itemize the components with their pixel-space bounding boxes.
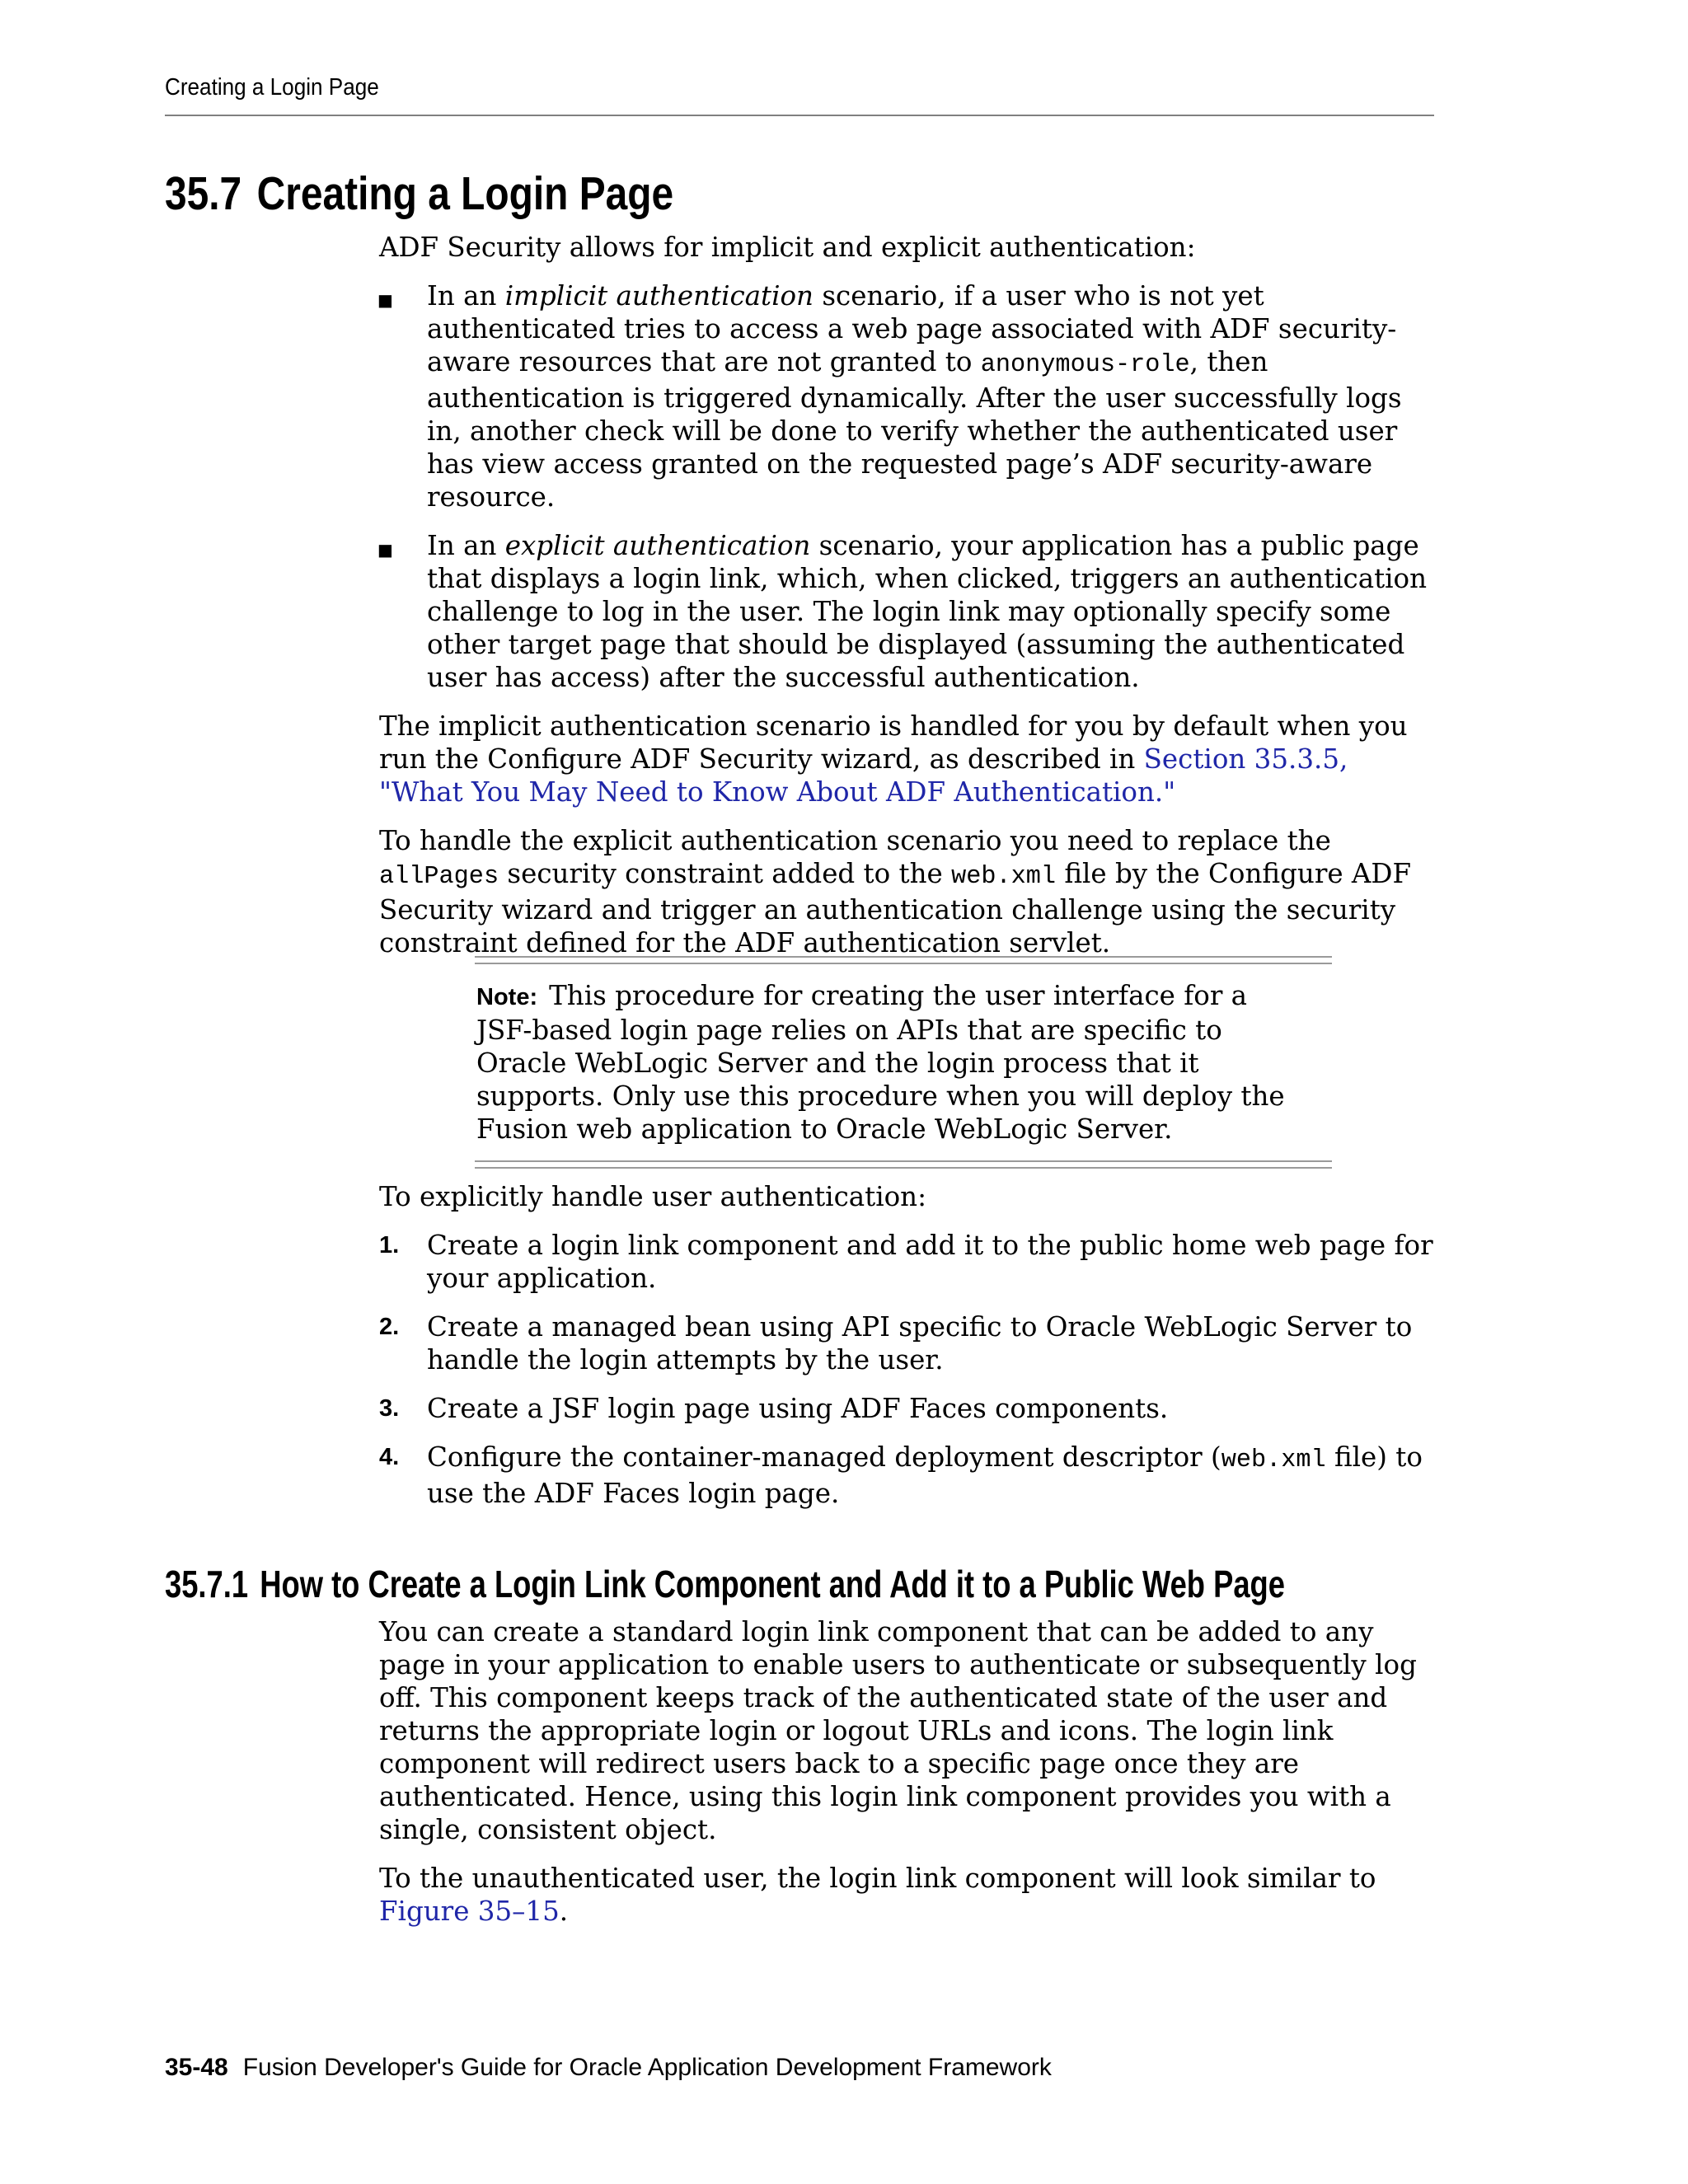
subsection-heading [165,1562,1285,1606]
term-explicit: explicit authentication [504,530,811,561]
subsection-title: How to Create a Login Link Component and Add it to a Public Web Page [260,1563,1285,1605]
steps-intro: To explicitly handle user authentication: [379,1181,927,1212]
bullet-prefix: In an [427,280,505,312]
figure-35-15-link[interactable]: Figure 35–15 [379,1896,560,1927]
paragraph-text: security constraint added to the [499,858,952,889]
running-header: Creating a Login Page [165,74,379,101]
step-number: 3. [379,1395,400,1422]
section-35-3-5-link[interactable]: Section 35.3.5, "What You May Need to Know About ADF Authentication." [379,743,1348,808]
term-implicit: implicit authentication [504,280,814,312]
bullet-square-icon: ■ [377,540,393,560]
code-anonymous-role: anonymous-role [980,351,1190,379]
step-text: file) to use the ADF Faces login page. [427,1441,1423,1509]
header-divider [165,115,1434,116]
bullet-text: , then authentication is triggered dynamically. After the user successfully logs in, another check will be done to verify whether the authenticated user has view access granted on the requested page’s ADF security-aware resource. [427,346,1402,513]
step-number: 2. [379,1314,400,1340]
bullet-square-icon: ■ [377,290,393,310]
section-number: 35.7 [165,167,242,220]
section-heading [165,166,673,221]
step-item [379,1392,1434,1425]
subsection-number: 35.7.1 [165,1563,249,1605]
note-content [475,964,1332,1160]
note-text: This procedure for creating the user interface for a JSF-based login page relies on APIs that are specific to Oracle WebLogic Server and the login process that it supports. Only use this procedure when you will deploy the Fusion web application to Oracle WebLogic Server. [476,980,1285,1145]
code-web-xml: web.xml [1221,1446,1326,1474]
section-title: Creating a Login Page [256,167,674,220]
step-number: 4. [379,1444,400,1470]
step-text: Create a managed bean using API specific to Oracle WebLogic Server to handle the login attempts by the user. [427,1311,1413,1376]
bullet-implicit [379,279,1434,513]
paragraph-text: To handle the explicit authentication scenario you need to replace the [379,825,1331,856]
code-web-xml: web.xml [951,863,1057,891]
intro-paragraph: ADF Security allows for implicit and explicit authentication: [379,232,1196,263]
bullet-explicit [379,529,1434,694]
unauthenticated-paragraph [379,1862,1434,1928]
note-box [475,956,1332,1169]
implicit-paragraph [379,710,1434,808]
auth-bullet-list [379,279,1434,694]
step-text: Create a JSF login page using ADF Faces components. [427,1393,1169,1424]
page-footer [165,2054,1052,2082]
step-item [379,1229,1434,1295]
section-intro-block [379,231,1434,959]
step-number: 1. [379,1232,400,1258]
note-label: Note: [476,984,538,1010]
paragraph-text: To the unauthenticated user, the login link component will look similar to [379,1863,1376,1894]
paragraph-text: The implicit authentication scenario is handled for you by default when you run the Configure ADF Security wizard, as described in [379,710,1408,775]
bullet-text: scenario, your application has a public page that displays a login link, which, when clicked, triggers an authentication challenge to log in the user. The login link may optionally specify some other target page that should be displayed (assuming the authenticated user has access) after the successful authentication. [427,530,1428,693]
paragraph-text: . [559,1896,569,1927]
paragraph-text: file by the Configure ADF Security wizard and trigger an authentication challenge using the security constraint defined for the ADF authentication servlet. [379,858,1412,958]
steps-list [379,1229,1434,1510]
page-number: 35-48 [165,2054,228,2081]
subsection-block [379,1615,1434,1928]
book-title: Fusion Developer's Guide for Oracle Application Development Framework [242,2054,1052,2081]
bullet-text: scenario, if a user who is not yet authenticated tries to access a web page associated with ADF security-aware resources that are not granted to [427,280,1397,377]
note-top-rule [475,956,1332,964]
step-item [379,1441,1434,1510]
login-link-paragraph: You can create a standard login link component that can be added to any page in your application to enable users to authenticate or subsequently log off. This component keeps track of the authenticated state of the user and returns the appropriate login or logout URLs and icons. The login link component will redirect users back to a specific page once they are authenticated. Hence, using this login link component provides you with a single, consistent object. [379,1616,1417,1845]
explicit-paragraph [379,824,1434,959]
step-item [379,1310,1434,1376]
step-text: Configure the container-managed deployment descriptor ( [427,1441,1221,1473]
steps-block [379,1180,1434,1510]
note-bottom-rule [475,1160,1332,1169]
step-text: Create a login link component and add it to the public home web page for your application. [427,1230,1433,1294]
bullet-prefix: In an [427,530,505,561]
code-allpages: allPages [379,863,499,891]
